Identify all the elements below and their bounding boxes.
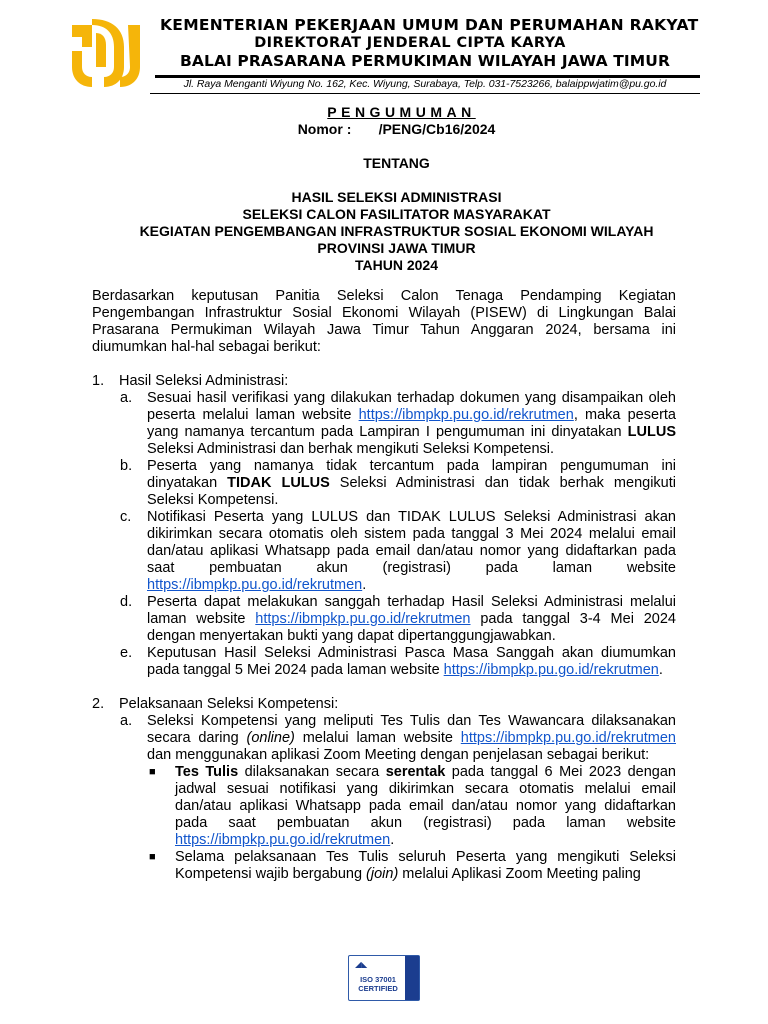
list-item-d	[92, 594, 676, 645]
list-item-e	[92, 645, 676, 679]
item-text: Notifikasi Peserta yang LULUS dan TIDAK LULUS Seleksi Administrasi akan dikirimkan secara otomatis oleh sistem pada tanggal 3 Mei 2024 melalui email dan/atau aplikasi Whatsapp pada email dan/atau nomor yang didaftarkan pada saat pembuatan akun (registrasi) pada laman website	[147, 509, 676, 576]
item-letter: a.	[120, 713, 133, 729]
tes-tulis-label: Tes Tulis	[175, 764, 239, 780]
list-item-a	[92, 390, 676, 458]
pupr-logo-icon	[70, 17, 142, 89]
title-line: KEGIATAN PENGEMBANGAN INFRASTRUKTUR SOSIAL EKONOMI WILAYAH	[139, 223, 654, 239]
recruitment-link[interactable]: https://ibmpkp.pu.go.id/rekrutmen	[147, 577, 363, 593]
item-text: dan menggunakan aplikasi Zoom Meeting dengan penjelasan sebagai berikut:	[147, 747, 650, 763]
recruitment-link[interactable]: https://ibmpkp.pu.go.id/rekrutmen	[358, 407, 574, 423]
item-letter: c.	[120, 509, 132, 525]
bullet-item	[147, 764, 676, 849]
item-text: Keputusan Hasil Seleksi Administrasi Pasca Masa Sanggah akan diumumkan pada tanggal 5 Mei 2024 pada laman website	[147, 645, 676, 678]
section-title: Pelaksanaan Seleksi Kompetensi:	[119, 696, 339, 712]
title-line: HASIL SELEKSI ADMINISTRASI	[291, 189, 502, 205]
item-letter: b.	[120, 458, 133, 474]
item-letter: a.	[120, 390, 133, 406]
recruitment-link[interactable]: https://ibmpkp.pu.go.id/rekrutmen	[460, 730, 676, 746]
list-item-c	[92, 509, 676, 594]
tentang-label: TENTANG	[363, 155, 430, 171]
item-text: melalui laman website	[294, 730, 461, 746]
section-number: 1.	[92, 373, 105, 389]
ministry-name: KEMENTERIAN PEKERJAAN UMUM DAN PERUMAHAN RAKYAT	[160, 16, 699, 34]
iso-badge-strip	[405, 956, 419, 1000]
announcement-title	[0, 189, 768, 274]
item-letter: d.	[120, 594, 133, 610]
tidak-lulus-label: TIDAK LULUS	[227, 475, 330, 491]
item-letter: e.	[120, 645, 133, 661]
iso-badge-content	[351, 958, 401, 998]
item-text: pada tanggal 6 Mei 2023 dengan jadwal sesuai notifikasi yang dikirimkan secara otomatis melalui email dan/atau aplikasi Whatsapp pada email dan/atau nomor yang didaftarkan pada saat pembuatan akun (registrasi) pada laman website	[175, 764, 677, 831]
list-item-a	[92, 713, 676, 883]
bullet-item	[147, 849, 676, 883]
item-text: Seleksi Kompetensi yang meliputi Tes Tulis dan Tes Wawancara dilaksanakan secara daring	[147, 713, 676, 746]
office-name: BALAI PRASARANA PERMUKIMAN WILAYAH JAWA TIMUR	[179, 51, 671, 70]
lulus-label: LULUS	[627, 424, 676, 440]
recruitment-link[interactable]: https://ibmpkp.pu.go.id/rekrutmen	[175, 832, 391, 848]
directorate-name: DIREKTORAT JENDERAL CIPTA KARYA	[254, 34, 566, 51]
item-text: Seleksi Administrasi dan tidak berhak mengikuti Seleksi Kompetensi.	[147, 475, 676, 508]
square-bullet-icon: ■	[149, 851, 156, 863]
section-administrative-results	[92, 373, 676, 679]
item-text: dilaksanakan secara	[238, 764, 386, 780]
address-divider	[150, 93, 700, 94]
office-address: Jl. Raya Menganti Wiyung No. 162, Kec. Wiyung, Surabaya, Telp. 031-7523266, balaippwjatim@pu.go.id	[183, 78, 667, 90]
title-line: SELEKSI CALON FASILITATOR MASYARAKAT	[242, 206, 551, 222]
item-text: Selama pelaksanaan Tes Tulis seluruh Peserta yang mengikuti Seleksi Kompetensi wajib bergabung	[175, 849, 676, 882]
item-text: .	[390, 832, 395, 848]
item-text: pada tanggal 3-4 Mei 2024 dengan menyertakan bukti yang dapat dipertanggungjawabkan.	[147, 611, 676, 644]
section-heading	[92, 696, 676, 713]
serentak-label: serentak	[385, 764, 446, 780]
announcement-label: PENGUMUMAN	[327, 104, 476, 120]
join-label: (join)	[366, 866, 399, 882]
title-line: TAHUN 2024	[355, 257, 438, 273]
iso-certified: CERTIFIED	[358, 984, 398, 993]
title-line: PROVINSI JAWA TIMUR	[317, 240, 476, 256]
announcement-heading	[0, 100, 768, 274]
item-text: Peserta dapat melakukan sanggah terhadap Hasil Seleksi Administrasi melalui laman website	[147, 594, 676, 627]
section-competency-test	[92, 696, 676, 883]
item-text: Seleksi Administrasi dan berhak mengikuti Seleksi Kompetensi.	[147, 441, 555, 457]
iso-badge-text	[351, 975, 405, 993]
document-body	[92, 288, 676, 883]
item-text: Peserta yang namanya tidak tercantum pada lampiran pengumuman ini dinyatakan	[147, 458, 676, 491]
iso-standard: ISO 37001	[360, 975, 396, 984]
letterhead	[0, 0, 768, 100]
certifier-logo-icon: ◢◣	[355, 960, 368, 969]
recruitment-link[interactable]: https://ibmpkp.pu.go.id/rekrutmen	[443, 662, 659, 678]
intro-paragraph: Berdasarkan keputusan Panitia Seleksi Calon Tenaga Pendamping Kegiatan Pengembangan Infrastruktur Sosial Ekonomi Wilayah (PISEW) di Lingkungan Balai Prasarana Permukiman Wilayah Jawa Timur Tahun Anggaran 2024, bersama ini diumumkan hal-hal sebagai berikut:	[92, 288, 676, 355]
section-title: Hasil Seleksi Administrasi:	[119, 373, 289, 389]
recruitment-link[interactable]: https://ibmpkp.pu.go.id/rekrutmen	[255, 611, 471, 627]
item-text: , maka peserta yang namanya tercantum pada Lampiran I pengumuman ini dinyatakan	[147, 407, 676, 440]
item-text: melalui Aplikasi Zoom Meeting paling	[398, 866, 641, 882]
section-number: 2.	[92, 696, 105, 712]
square-bullet-icon: ■	[149, 766, 156, 778]
item-text: Sesuai hasil verifikasi yang dilakukan terhadap dokumen yang disampaikan oleh peserta melalui laman website	[147, 390, 676, 423]
list-item-b	[92, 458, 676, 509]
online-label: (online)	[246, 730, 295, 746]
item-text: .	[658, 662, 663, 678]
section-heading	[92, 373, 676, 390]
iso-certification-badge	[348, 955, 420, 1001]
item-text: .	[362, 577, 367, 593]
announcement-number: Nomor : /PENG/Cb16/2024	[297, 121, 496, 137]
